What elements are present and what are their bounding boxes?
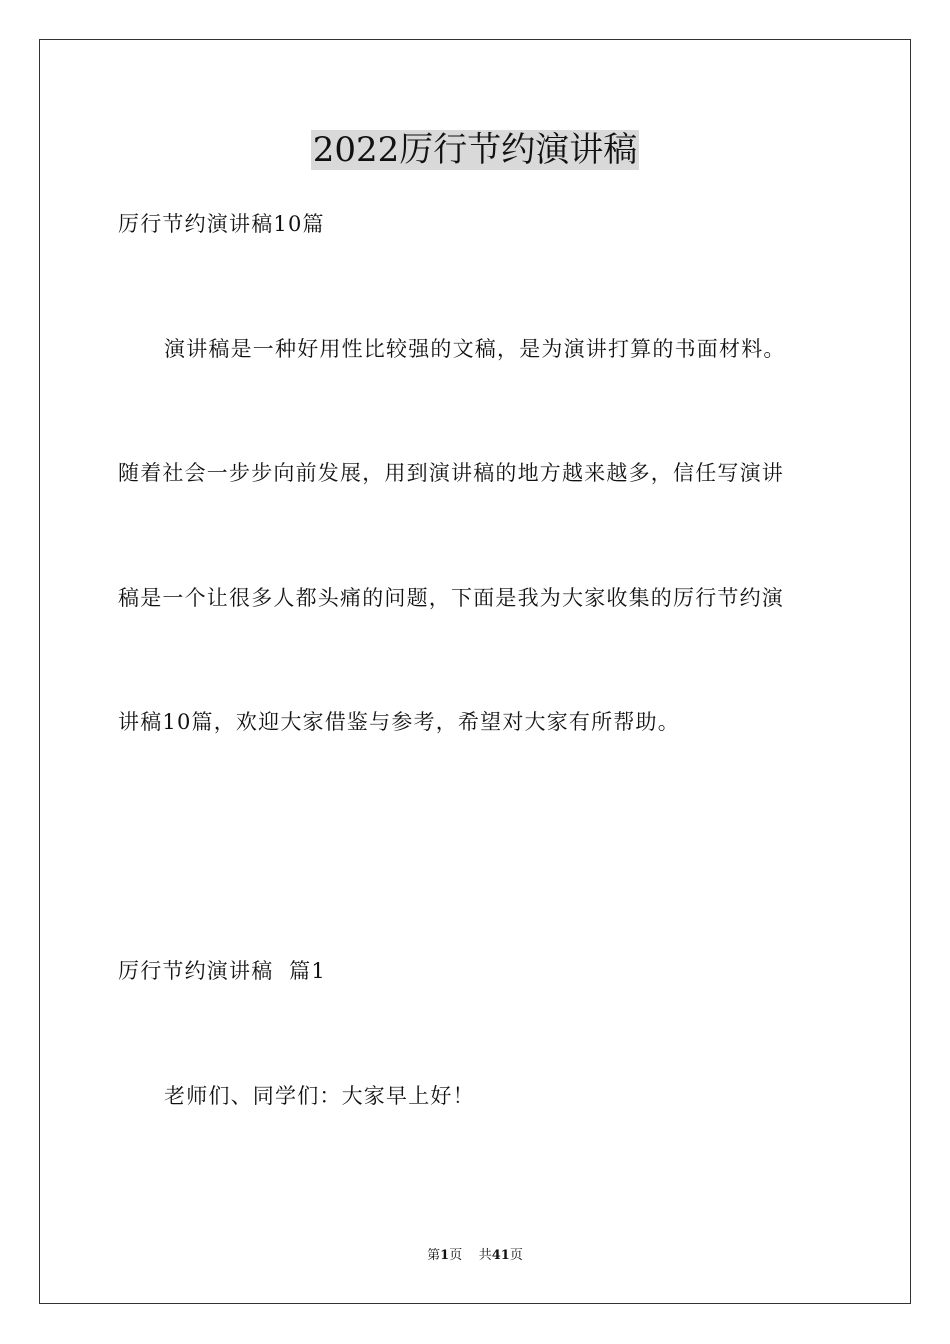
section-heading: 厉行节约演讲稿 篇1 — [118, 959, 326, 983]
intro-line-3: 稿是一个让很多人都头痛的问题，下面是我为大家收集的厉行节约演 — [118, 586, 784, 610]
page-prefix: 第 — [427, 1248, 441, 1263]
intro-line-2: 随着社会一步步向前发展，用到演讲稿的地方越来越多，信任写演讲 — [118, 461, 784, 485]
page-number: 1 — [440, 1248, 450, 1263]
total-suffix: 页 — [509, 1248, 523, 1263]
document-title — [0, 128, 950, 172]
total-prefix: 共 — [478, 1248, 492, 1263]
page-footer — [0, 1247, 950, 1265]
intro-line-1: 演讲稿是一种好用性比较强的文稿，是为演讲打算的书面材料。 — [164, 337, 786, 361]
page-suffix: 页 — [449, 1248, 463, 1263]
document-subtitle: 厉行节约演讲稿10篇 — [118, 212, 325, 236]
document-title-text: 2022厉行节约演讲稿 — [312, 130, 638, 170]
total-pages: 41 — [491, 1248, 510, 1263]
intro-line-4: 讲稿10篇，欢迎大家借鉴与参考，希望对大家有所帮助。 — [118, 710, 680, 734]
greeting-line: 老师们、同学们：大家早上好！ — [164, 1084, 475, 1108]
